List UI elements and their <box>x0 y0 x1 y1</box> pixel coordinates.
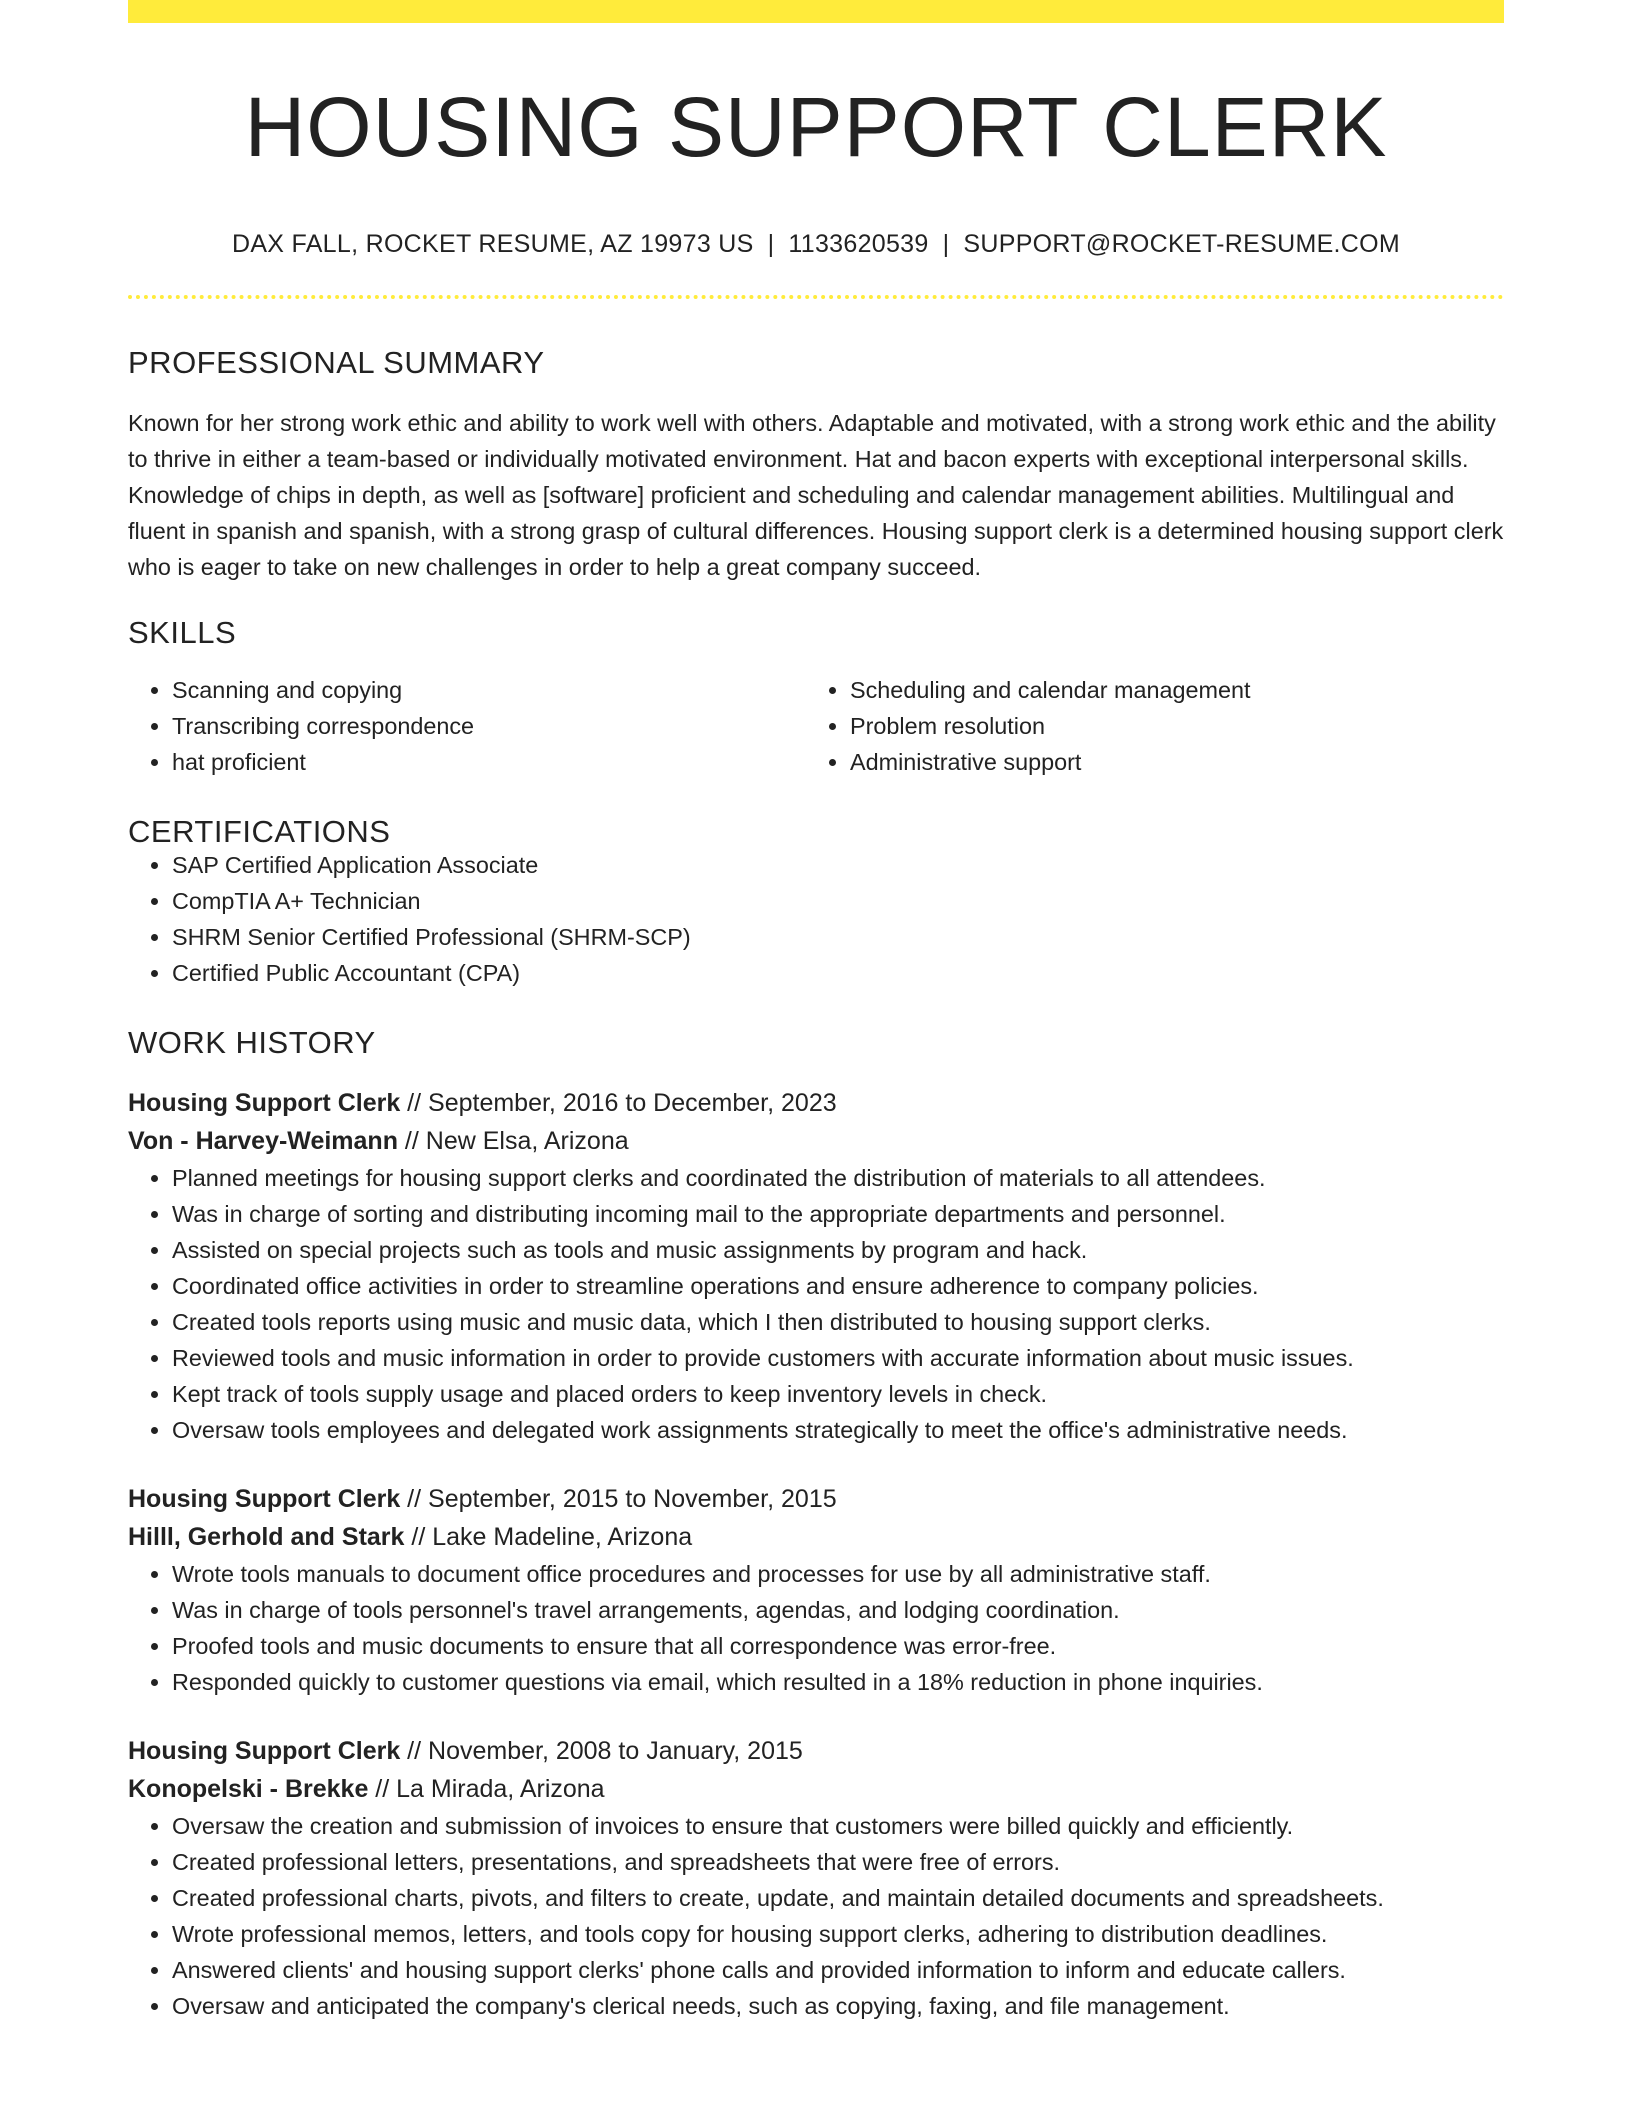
job-bullet: • Oversaw tools employees and delegated work assignments strategically to meet the office's administrative needs. <box>172 1412 1504 1448</box>
skill-item: • Scheduling and calendar management <box>850 672 1484 708</box>
accent-bar <box>128 0 1504 23</box>
job-bullet: • Was in charge of sorting and distributing incoming mail to the appropriate departments and personnel. <box>172 1196 1504 1232</box>
job-bullet: • Reviewed tools and music information in order to provide customers with accurate information about music issues. <box>172 1340 1504 1376</box>
job-bullet: • Created professional letters, presentations, and spreadsheets that were free of errors. <box>172 1844 1504 1880</box>
job-bullet: • Oversaw the creation and submission of invoices to ensure that customers were billed quickly and efficiently. <box>172 1808 1504 1844</box>
job-dates: // November, 2008 to January, 2015 <box>400 1737 803 1765</box>
certification-item: • SHRM Senior Certified Professional (SHRM-SCP) <box>172 919 1504 955</box>
skills-column-right <box>806 672 1484 780</box>
job-bullets <box>128 1556 1504 1700</box>
certification-item: • CompTIA A+ Technician <box>172 883 1504 919</box>
contact-separator: | <box>942 230 950 258</box>
job-bullet: • Wrote professional memos, letters, and tools copy for housing support clerks, adhering to distribution deadlines. <box>172 1916 1504 1952</box>
job-company-line <box>128 1518 1504 1556</box>
job-bullet: • Coordinated office activities in order to streamline operations and ensure adherence to company policies. <box>172 1268 1504 1304</box>
job-bullet: • Created professional charts, pivots, and filters to create, update, and maintain detailed documents and spreadsheets. <box>172 1880 1504 1916</box>
contact-phone: 1133620539 <box>788 230 929 258</box>
contact-address: DAX FALL, ROCKET RESUME, AZ 19973 US <box>231 230 754 258</box>
job-company: Hilll, Gerhold and Stark <box>128 1523 405 1551</box>
job-entry <box>128 1732 1504 2024</box>
job-dates: // September, 2016 to December, 2023 <box>400 1089 837 1117</box>
job-title: Housing Support Clerk <box>128 1737 401 1765</box>
job-bullet: • Created tools reports using music and music data, which I then distributed to housing support clerks. <box>172 1304 1504 1340</box>
skills-column-left <box>128 672 806 780</box>
job-bullets <box>128 1160 1504 1448</box>
job-company-line <box>128 1122 1504 1160</box>
job-entry <box>128 1084 1504 1448</box>
job-bullet: • Responded quickly to customer questions via email, which resulted in a 18% reduction in phone inquiries. <box>172 1664 1504 1700</box>
job-company: Konopelski - Brekke <box>128 1775 369 1803</box>
job-entry <box>128 1480 1504 1700</box>
contact-line <box>128 232 1504 257</box>
skill-item: • Administrative support <box>850 744 1484 780</box>
certifications-heading: CERTIFICATIONS <box>128 814 391 849</box>
job-bullet: • Assisted on special projects such as tools and music assignments by program and hack. <box>172 1232 1504 1268</box>
skills-grid <box>128 672 1504 780</box>
certification-item: • Certified Public Accountant (CPA) <box>172 955 1504 991</box>
job-title-line <box>128 1480 1504 1518</box>
resume-page <box>128 0 1504 2024</box>
job-bullet: • Kept track of tools supply usage and placed orders to keep inventory levels in check. <box>172 1376 1504 1412</box>
resume-title: HOUSING SUPPORT CLERK <box>244 80 1388 174</box>
skill-item: • Transcribing correspondence <box>172 708 806 744</box>
job-bullet: • Planned meetings for housing support clerks and coordinated the distribution of materials to all attendees. <box>172 1160 1504 1196</box>
job-dates: // September, 2015 to November, 2015 <box>400 1485 837 1513</box>
job-title: Housing Support Clerk <box>128 1089 401 1117</box>
job-bullets <box>128 1808 1504 2024</box>
job-title-line <box>128 1084 1504 1122</box>
job-company-line <box>128 1770 1504 1808</box>
skill-item: • Problem resolution <box>850 708 1484 744</box>
certifications-list <box>128 847 1504 991</box>
job-title: Housing Support Clerk <box>128 1485 401 1513</box>
job-location: // New Elsa, Arizona <box>397 1127 629 1155</box>
work-history-heading: WORK HISTORY <box>128 1025 376 1060</box>
job-bullet: • Answered clients' and housing support clerks' phone calls and provided information to inform and educate callers. <box>172 1952 1504 1988</box>
summary-text: Known for her strong work ethic and ability to work well with others. Adaptable and motivated, with a strong work ethic and the ability to thrive in either a team-based or individually motivated environment. Hat and bacon experts with exceptional interpersonal skills. Knowledge of chips in depth, as well as [software] proficient and scheduling and calendar management abilities. Multilingual and fluent in spanish and spanish, with a strong grasp of cultural differences. Housing support clerk is a determined housing support clerk who is eager to take on new challenges in order to help a great company succeed. <box>128 410 1504 580</box>
job-bullet: • Wrote tools manuals to document office procedures and processes for use by all administrative staff. <box>172 1556 1504 1592</box>
job-location: // La Mirada, Arizona <box>368 1775 605 1803</box>
job-bullet: • Was in charge of tools personnel's travel arrangements, agendas, and lodging coordination. <box>172 1592 1504 1628</box>
job-title-line <box>128 1732 1504 1770</box>
certification-item: • SAP Certified Application Associate <box>172 847 1504 883</box>
skills-heading: SKILLS <box>128 615 237 650</box>
job-bullet: • Oversaw and anticipated the company's clerical needs, such as copying, faxing, and file management. <box>172 1988 1504 2024</box>
skill-item: • Scanning and copying <box>172 672 806 708</box>
summary-heading: PROFESSIONAL SUMMARY <box>128 345 545 380</box>
job-company: Von - Harvey-Weimann <box>128 1127 398 1155</box>
dotted-divider <box>128 295 1504 299</box>
job-bullet: • Proofed tools and music documents to ensure that all correspondence was error-free. <box>172 1628 1504 1664</box>
contact-separator: | <box>767 230 775 258</box>
contact-email: SUPPORT@ROCKET-RESUME.COM <box>963 230 1401 258</box>
skill-item: • hat proficient <box>172 744 806 780</box>
job-location: // Lake Madeline, Arizona <box>404 1523 693 1551</box>
